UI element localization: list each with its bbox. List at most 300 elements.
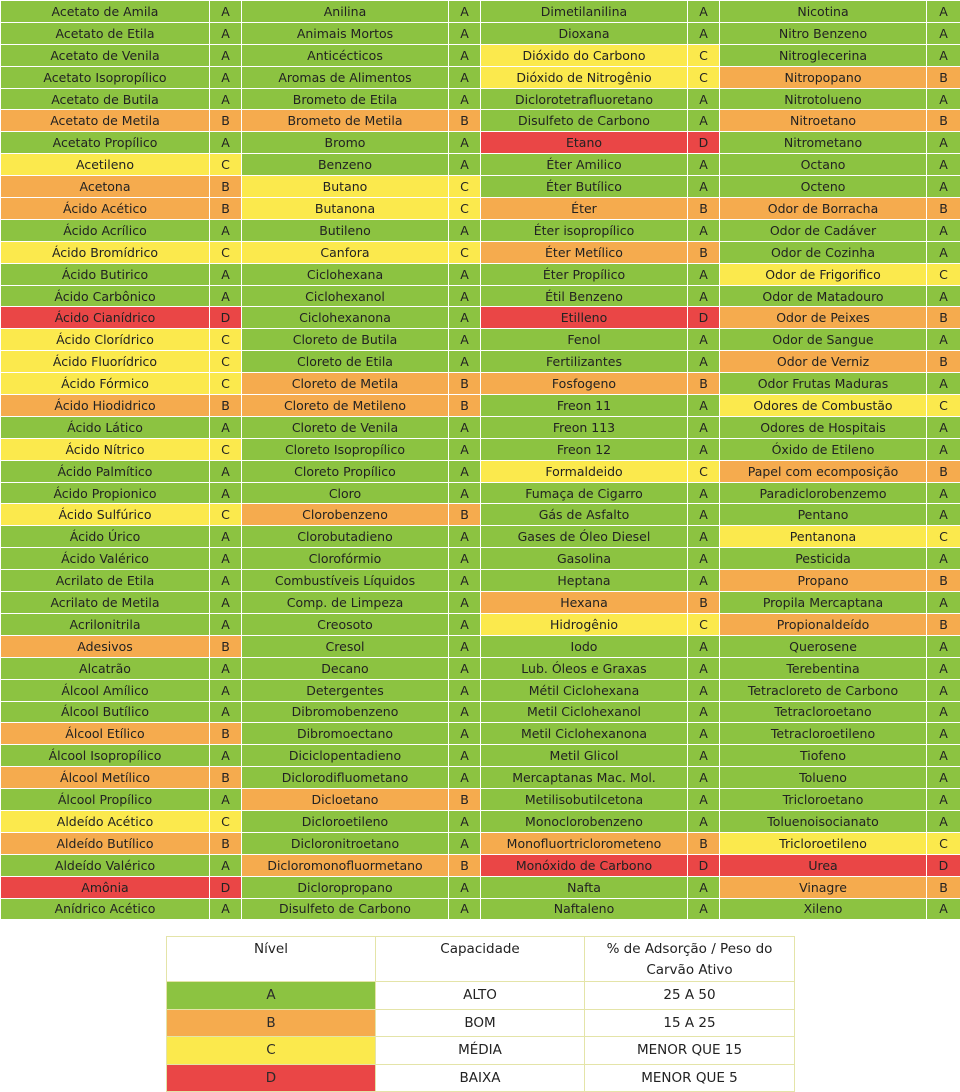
adsorption-level-cell: C [927,263,960,285]
substance-name-cell: Anticécticos [242,44,449,66]
legend-capacity-cell: MÉDIA [376,1037,585,1065]
substance-name-cell: Brometo de Metila [242,110,449,132]
substance-name-cell: Metil Ciclohexanol [481,701,688,723]
adsorption-level-cell: B [927,110,960,132]
table-row [1,570,960,592]
substance-name-cell: Álcool Etílico [1,723,210,745]
adsorption-level-cell: A [927,438,960,460]
substance-name-cell: Álcool Propílico [1,789,210,811]
substance-name-cell: Éter Amilico [481,154,688,176]
adsorption-level-cell: B [688,198,720,220]
substance-name-cell: Nitropopano [720,66,927,88]
adsorption-level-cell: A [927,329,960,351]
substance-name-cell: Cloro [242,482,449,504]
substance-name-cell: Nicotina [720,1,927,23]
adsorption-level-cell: A [210,263,242,285]
adsorption-level-cell: C [927,395,960,417]
substance-name-cell: Ácido Palmítico [1,460,210,482]
adsorption-level-cell: D [688,132,720,154]
substance-name-cell: Gasolina [481,548,688,570]
adsorption-level-cell: C [927,832,960,854]
adsorption-level-cell: A [688,789,720,811]
adsorption-level-cell: A [927,1,960,23]
table-row [1,504,960,526]
adsorption-level-cell: A [449,44,481,66]
table-row [1,613,960,635]
substance-name-cell: Pentanona [720,526,927,548]
adsorption-level-cell: C [210,241,242,263]
substance-name-cell: Acetato de Butila [1,88,210,110]
adsorption-level-cell: A [210,570,242,592]
adsorption-level-cell: B [449,110,481,132]
substance-name-cell: Xileno [720,898,927,920]
substance-name-cell: Dióxido de Nitrogênio [481,66,688,88]
adsorption-level-cell: B [210,767,242,789]
table-row [1,1,960,23]
adsorption-level-cell: A [688,285,720,307]
substance-name-cell: Cloreto de Metila [242,373,449,395]
substance-name-cell: Cloreto Isopropílico [242,438,449,460]
substance-name-cell: Aldeído Valérico [1,854,210,876]
adsorption-level-cell: A [449,526,481,548]
adsorption-level-cell: A [927,154,960,176]
adsorption-level-cell: A [927,132,960,154]
adsorption-level-cell: A [688,154,720,176]
substance-name-cell: Anídrico Acético [1,898,210,920]
legend-capacity-cell: ALTO [376,982,585,1010]
adsorption-level-cell: A [449,285,481,307]
adsorption-level-cell: A [688,723,720,745]
adsorption-level-cell: C [688,613,720,635]
adsorption-level-cell: A [688,219,720,241]
legend-level-cell: A [167,982,376,1010]
adsorption-level-cell: B [210,395,242,417]
legend-ratio-cell: MENOR QUE 5 [585,1064,795,1092]
substance-name-cell: Monoclorobenzeno [481,810,688,832]
substance-name-cell: Terebentina [720,657,927,679]
adsorption-level-cell: B [449,373,481,395]
adsorption-level-cell: A [927,22,960,44]
adsorption-level-cell: A [688,657,720,679]
substance-name-cell: Pentano [720,504,927,526]
adsorption-level-cell: A [927,176,960,198]
adsorption-level-cell: A [210,898,242,920]
legend-level-cell: D [167,1064,376,1092]
substance-name-cell: Diciclopentadieno [242,745,449,767]
adsorption-level-cell: A [927,241,960,263]
substance-name-cell: Ácido Fórmico [1,373,210,395]
adsorption-level-cell: B [927,460,960,482]
adsorption-level-cell: A [449,876,481,898]
table-row [1,460,960,482]
adsorption-level-cell: A [449,482,481,504]
table-row [1,482,960,504]
substance-name-cell: Nitrometano [720,132,927,154]
adsorption-level-cell: C [210,438,242,460]
legend-ratio-cell: 25 A 50 [585,982,795,1010]
table-row [1,44,960,66]
adsorption-level-cell: A [688,482,720,504]
substance-name-cell: Toluenoisocianato [720,810,927,832]
legend-ratio-cell: MENOR QUE 15 [585,1037,795,1065]
table-row [1,701,960,723]
legend-header-row [167,937,795,982]
adsorption-level-cell: A [449,438,481,460]
legend-level-cell: C [167,1037,376,1065]
adsorption-level-cell: A [210,789,242,811]
substance-name-cell: Aldeído Butílico [1,832,210,854]
substance-name-cell: Animais Mortos [242,22,449,44]
substance-name-cell: Éter Butílico [481,176,688,198]
substance-name-cell: Butileno [242,219,449,241]
substance-name-cell: Acetato Propílico [1,132,210,154]
adsorption-level-cell: A [449,132,481,154]
adsorption-level-cell: A [688,176,720,198]
adsorption-level-cell: C [688,44,720,66]
substance-name-cell: Odor de Peixes [720,307,927,329]
adsorption-level-cell: B [927,876,960,898]
substance-name-cell: Aromas de Alimentos [242,66,449,88]
substance-name-cell: Ácido Propionico [1,482,210,504]
adsorption-level-cell: B [210,723,242,745]
table-row [1,810,960,832]
substance-name-cell: Etano [481,132,688,154]
legend-row [167,1037,795,1065]
table-row [1,198,960,220]
substance-name-cell: Hexana [481,592,688,614]
table-row [1,110,960,132]
substance-name-cell: Ácido Úrico [1,526,210,548]
substance-name-cell: Ácido Carbônico [1,285,210,307]
adsorption-level-cell: A [927,592,960,614]
adsorption-level-cell: B [927,570,960,592]
substance-name-cell: Nitro Benzeno [720,22,927,44]
adsorption-level-cell: A [449,613,481,635]
substance-name-cell: Dicloromonofluormetano [242,854,449,876]
legend-level-cell: B [167,1009,376,1037]
adsorption-level-cell: A [449,154,481,176]
adsorption-level-cell: A [688,570,720,592]
substance-name-cell: Clorofórmio [242,548,449,570]
adsorption-level-cell: A [927,810,960,832]
substance-name-cell: Mercaptanas Mac. Mol. [481,767,688,789]
adsorption-level-cell: B [688,832,720,854]
substance-name-cell: Decano [242,657,449,679]
substance-name-cell: Metilisobutilcetona [481,789,688,811]
adsorption-level-cell: A [210,657,242,679]
table-row [1,526,960,548]
adsorption-level-cell: A [449,219,481,241]
adsorption-level-cell: A [449,657,481,679]
table-row [1,219,960,241]
substance-name-cell: Ácido Valérico [1,548,210,570]
substance-name-cell: Ácido Lático [1,416,210,438]
substance-name-cell: Disulfeto de Carbono [242,898,449,920]
adsorption-level-cell: A [688,263,720,285]
substance-name-cell: Acrilato de Etila [1,570,210,592]
substance-name-cell: Diclorodifluometano [242,767,449,789]
substance-name-cell: Ácido Butirico [1,263,210,285]
adsorption-level-cell: A [927,219,960,241]
adsorption-level-cell: A [927,416,960,438]
adsorption-level-cell: A [449,745,481,767]
substance-name-cell: Hidrogênio [481,613,688,635]
substance-name-cell: Disulfeto de Carbono [481,110,688,132]
substance-name-cell: Alcatrão [1,657,210,679]
adsorption-level-cell: B [927,66,960,88]
table-row [1,22,960,44]
substance-name-cell: Odor Frutas Maduras [720,373,927,395]
adsorption-level-cell: C [210,154,242,176]
adsorption-level-cell: D [927,854,960,876]
adsorption-level-cell: A [927,679,960,701]
substance-name-cell: Álcool Metílico [1,767,210,789]
adsorption-level-cell: A [449,351,481,373]
adsorption-level-cell: C [688,460,720,482]
substance-name-cell: Acetato de Venila [1,44,210,66]
adsorption-level-cell: A [688,679,720,701]
substance-name-cell: Monóxido de Carbono [481,854,688,876]
substance-name-cell: Creosoto [242,613,449,635]
substance-name-cell: Fertilizantes [481,351,688,373]
table-row [1,329,960,351]
adsorption-level-cell: A [927,767,960,789]
adsorption-level-cell: A [210,416,242,438]
table-row [1,854,960,876]
substance-name-cell: Nitrotolueno [720,88,927,110]
table-row [1,307,960,329]
substance-name-cell: Éter Propílico [481,263,688,285]
substance-name-cell: Formaldeido [481,460,688,482]
table-row [1,395,960,417]
legend-row [167,1064,795,1092]
table-row [1,285,960,307]
table-row [1,592,960,614]
substance-name-cell: Álcool Amílico [1,679,210,701]
adsorption-level-cell: B [927,351,960,373]
substance-name-cell: Naftaleno [481,898,688,920]
adsorption-level-cell: A [688,810,720,832]
table-row [1,745,960,767]
substance-name-cell: Nafta [481,876,688,898]
adsorption-level-cell: A [688,504,720,526]
substance-name-cell: Tolueno [720,767,927,789]
adsorption-level-cell: C [210,810,242,832]
substance-name-cell: Fenol [481,329,688,351]
adsorption-level-cell: A [688,351,720,373]
substance-name-cell: Butanona [242,198,449,220]
adsorption-level-cell: A [688,745,720,767]
substance-name-cell: Acetato Isopropílico [1,66,210,88]
adsorption-level-cell: A [449,832,481,854]
substance-name-cell: Tetracloroetileno [720,723,927,745]
adsorption-level-cell: A [688,548,720,570]
substance-name-cell: Freon 11 [481,395,688,417]
substance-name-cell: Álcool Isopropílico [1,745,210,767]
adsorption-level-cell: B [210,110,242,132]
substance-name-cell: Canfora [242,241,449,263]
table-row [1,832,960,854]
substance-name-cell: Odor de Verniz [720,351,927,373]
substance-name-cell: Cloreto de Metileno [242,395,449,417]
substance-name-cell: Acetona [1,176,210,198]
adsorption-level-cell: C [927,526,960,548]
substance-name-cell: Tetracloroetano [720,701,927,723]
substance-name-cell: Etilleno [481,307,688,329]
substance-name-cell: Dibromoectano [242,723,449,745]
adsorption-level-cell: A [449,1,481,23]
table-row [1,154,960,176]
adsorption-level-cell: B [210,832,242,854]
substance-name-cell: Paradiclorobenzemo [720,482,927,504]
table-row [1,679,960,701]
adsorption-level-cell: C [210,373,242,395]
adsorption-level-cell: A [449,307,481,329]
substance-name-cell: Éter [481,198,688,220]
adsorption-level-cell: A [210,745,242,767]
adsorption-level-cell: B [210,176,242,198]
adsorption-level-cell: A [688,438,720,460]
adsorption-level-cell: B [688,241,720,263]
adsorption-level-cell: A [927,701,960,723]
substance-name-cell: Pesticida [720,548,927,570]
adsorption-level-cell: A [927,789,960,811]
adsorption-level-cell: B [927,613,960,635]
substance-name-cell: Ciclohexanol [242,285,449,307]
adsorption-level-cell: A [927,898,960,920]
substance-name-cell: Gases de Óleo Diesel [481,526,688,548]
table-row [1,132,960,154]
adsorption-level-cell: B [449,854,481,876]
adsorption-level-cell: B [449,789,481,811]
substance-name-cell: Freon 113 [481,416,688,438]
adsorption-level-cell: D [688,854,720,876]
adsorption-level-cell: A [210,526,242,548]
adsorption-level-cell: A [449,635,481,657]
substance-name-cell: Tricloroetano [720,789,927,811]
adsorption-level-cell: A [449,592,481,614]
substance-name-cell: Cloreto Propílico [242,460,449,482]
substance-name-cell: Odores de Combustão [720,395,927,417]
adsorption-level-cell: C [210,329,242,351]
adsorption-level-cell: A [688,876,720,898]
substance-name-cell: Acetato de Etila [1,22,210,44]
adsorption-level-cell: A [688,526,720,548]
legend-capacity-cell: BOM [376,1009,585,1037]
substance-name-cell: Odor de Borracha [720,198,927,220]
table-row [1,548,960,570]
substance-name-cell: Dibromobenzeno [242,701,449,723]
table-row [1,416,960,438]
substance-name-cell: Étil Benzeno [481,285,688,307]
substance-name-cell: Acetato de Metila [1,110,210,132]
adsorption-level-cell: A [688,110,720,132]
adsorption-level-cell: A [927,723,960,745]
legend-ratio-cell: 15 A 25 [585,1009,795,1037]
table-row [1,767,960,789]
substance-name-cell: Cloreto de Etila [242,351,449,373]
adsorption-level-cell: A [927,635,960,657]
substance-name-cell: Butano [242,176,449,198]
adsorption-level-cell: A [449,898,481,920]
table-row [1,723,960,745]
adsorption-level-cell: A [210,679,242,701]
substance-name-cell: Acetato de Amila [1,1,210,23]
adsorption-level-cell: A [449,810,481,832]
adsorption-level-cell: A [927,548,960,570]
substance-name-cell: Álcool Butílico [1,701,210,723]
substance-name-cell: Metil Ciclohexanona [481,723,688,745]
adsorption-level-cell: C [449,176,481,198]
adsorption-level-cell: A [927,745,960,767]
substance-name-cell: Dicloroetileno [242,810,449,832]
substance-name-cell: Iodo [481,635,688,657]
substance-name-cell: Ácido Hiodidrico [1,395,210,417]
substance-name-cell: Ciclohexanona [242,307,449,329]
adsorption-level-cell: A [449,263,481,285]
substance-name-cell: Cloreto de Venila [242,416,449,438]
adsorption-level-cell: A [688,416,720,438]
adsorption-level-cell: B [927,307,960,329]
adsorption-level-cell: A [449,679,481,701]
substance-name-cell: Acetileno [1,154,210,176]
substance-name-cell: Lub. Óleos e Graxas [481,657,688,679]
legend-header-level: Nível [167,937,376,982]
table-row [1,351,960,373]
adsorption-level-cell: B [688,592,720,614]
substance-name-cell: Anilina [242,1,449,23]
adsorption-level-cell: A [449,460,481,482]
adsorption-level-cell: A [449,22,481,44]
adsorption-level-cell: D [688,307,720,329]
substance-name-cell: Comp. de Limpeza [242,592,449,614]
adsorption-level-cell: D [210,307,242,329]
adsorption-level-cell: A [210,854,242,876]
table-row [1,263,960,285]
adsorption-level-cell: A [210,219,242,241]
substance-name-cell: Fumaça de Cigarro [481,482,688,504]
substance-name-cell: Brometo de Etila [242,88,449,110]
adsorption-level-cell: A [210,44,242,66]
legend-row [167,982,795,1010]
substance-name-cell: Ácido Acético [1,198,210,220]
table-row [1,635,960,657]
table-row [1,88,960,110]
substance-name-cell: Diclorotetrafluoretano [481,88,688,110]
substance-name-cell: Tiofeno [720,745,927,767]
substance-name-cell: Acrilato de Metila [1,592,210,614]
substance-name-cell: Ácido Clorídrico [1,329,210,351]
table-row [1,241,960,263]
adsorption-level-cell: B [449,504,481,526]
substance-name-cell: Odor de Sangue [720,329,927,351]
adsorption-level-cell: D [210,876,242,898]
substance-name-cell: Tricloroetileno [720,832,927,854]
adsorption-level-cell: A [688,1,720,23]
substance-name-cell: Ácido Acrílico [1,219,210,241]
adsorption-level-cell: B [210,635,242,657]
adsorption-level-cell: A [449,723,481,745]
substance-name-cell: Éter Metílico [481,241,688,263]
substance-name-cell: Dioxana [481,22,688,44]
table-row [1,876,960,898]
adsorption-level-cell: A [927,373,960,395]
adsorption-level-cell: A [210,132,242,154]
adsorption-level-cell: C [449,241,481,263]
adsorption-level-cell: A [449,548,481,570]
substance-name-cell: Dicloetano [242,789,449,811]
substance-name-cell: Odor de Cadáver [720,219,927,241]
